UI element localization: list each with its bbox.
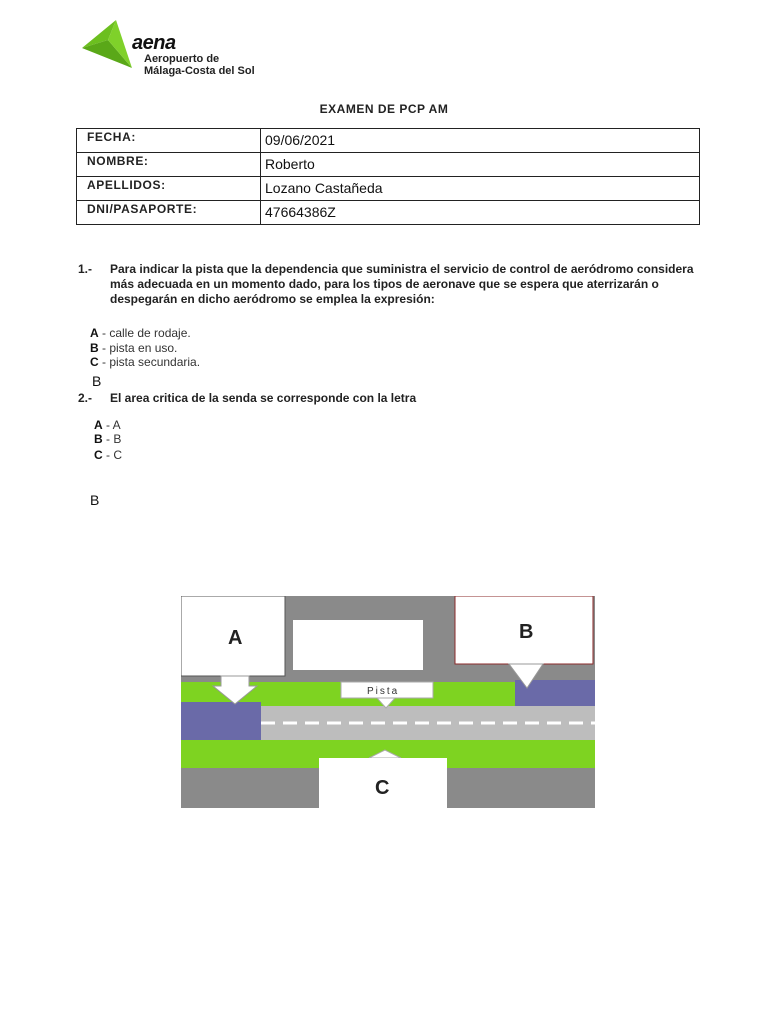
runway-diagram	[181, 596, 595, 808]
exam-title: EXAMEN DE PCP AM	[319, 102, 449, 116]
nombre-value: Roberto	[261, 153, 700, 177]
student-info-table	[76, 128, 700, 225]
question-1-option-a	[90, 326, 191, 340]
white-box	[293, 620, 423, 670]
option-text: - B	[102, 432, 122, 446]
area-left	[181, 702, 261, 740]
question-2-text: El area critica de la senda se corresponde con la letra	[110, 391, 417, 405]
option-text: - A	[102, 418, 121, 432]
runway-label: Pista	[367, 686, 400, 697]
question-2-number: 2.-	[78, 391, 93, 405]
fecha-value: 09/06/2021	[261, 129, 700, 153]
option-letter: B	[94, 432, 103, 446]
question-1-answer: B	[92, 373, 102, 389]
callout-b-label: B	[519, 621, 534, 643]
logo-brand: aena	[132, 32, 176, 54]
option-text: - calle de rodaje.	[98, 326, 191, 340]
question-1-option-c	[90, 355, 200, 369]
logo-subtitle-1: Aeropuerto de	[144, 53, 220, 65]
question-1-option-b	[90, 341, 177, 355]
table-row	[77, 201, 700, 225]
question-1-text: Para indicar la pista que la dependencia que suministra el servicio de control de aeródromo considera más adecuada en un momento dado, para los tipos de aeronave que se espera que aterrizarán o despegarán en dicho aeródromo se emplea la expresión:	[110, 262, 694, 306]
question-2-option-c	[94, 448, 122, 462]
option-letter: A	[94, 418, 103, 432]
option-text: - pista secundaria.	[98, 355, 201, 369]
dni-label: DNI/PASAPORTE:	[77, 201, 261, 225]
aena-logo	[82, 20, 282, 80]
option-text: - C	[102, 448, 123, 462]
fecha-label: FECHA:	[77, 129, 261, 153]
callout-c-label: C	[375, 777, 390, 799]
nombre-label: NOMBRE:	[77, 153, 261, 177]
option-letter: A	[90, 326, 99, 340]
option-letter: B	[90, 341, 99, 355]
apellidos-label: APELLIDOS:	[77, 177, 261, 201]
table-row	[77, 177, 700, 201]
question-1-number: 1.-	[78, 262, 93, 276]
apellidos-value: Lozano Castañeda	[261, 177, 700, 201]
option-text: - pista en uso.	[98, 341, 178, 355]
table-row	[77, 153, 700, 177]
logo-subtitle-2: Málaga-Costa del Sol	[144, 65, 255, 77]
question-2-option-b	[94, 432, 121, 446]
option-letter: C	[94, 448, 103, 462]
dni-value: 47664386Z	[261, 201, 700, 225]
callout-a-label: A	[228, 627, 243, 649]
question-2-answer: B	[90, 492, 100, 508]
table-row	[77, 129, 700, 153]
question-2-option-a	[94, 418, 121, 432]
option-letter: C	[90, 355, 99, 369]
